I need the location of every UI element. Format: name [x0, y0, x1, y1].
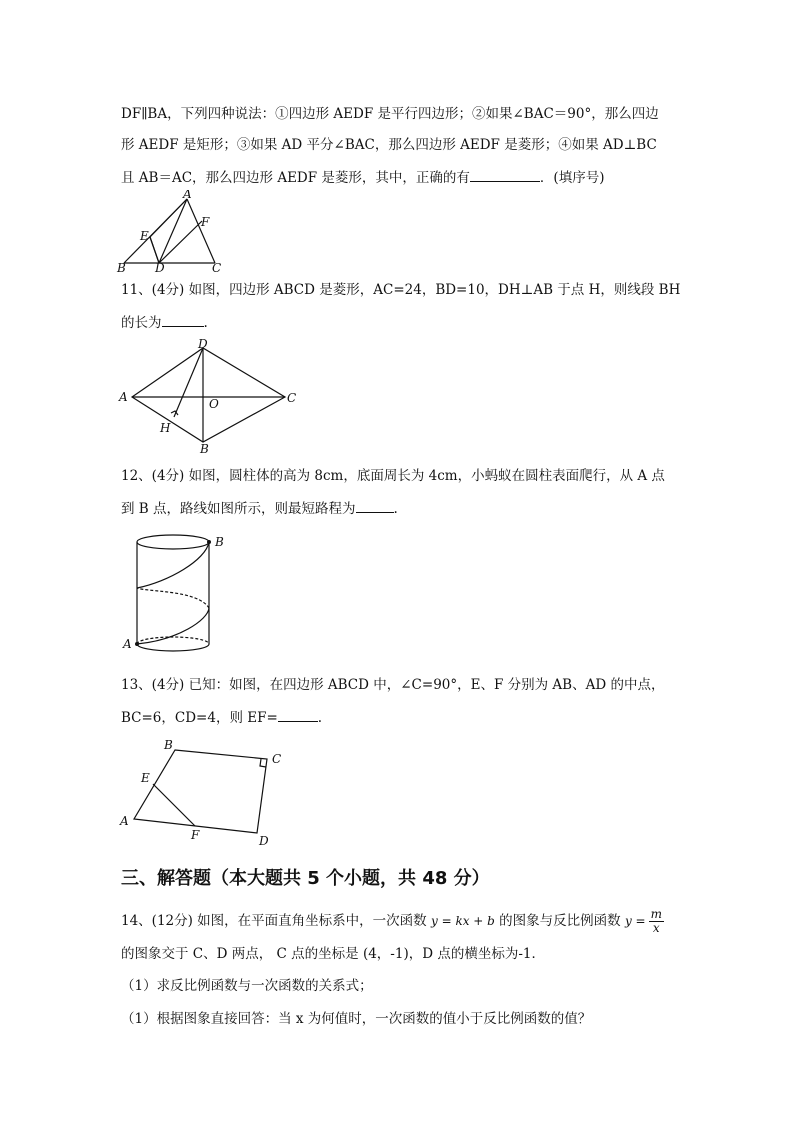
- q12-line2-end: .: [393, 501, 398, 517]
- q13-line2-end: .: [317, 710, 323, 726]
- q13-label-D: D: [259, 834, 269, 848]
- q14-sub1: （1）求反比例函数与一次函数的关系式；: [121, 978, 373, 994]
- q10-line2: 形 AEDF 是矩形；③如果 AD 平分∠BAC，那么四边形 AEDF 是菱形；④如果 AD⊥BC: [121, 137, 657, 153]
- q13-label-E: E: [141, 771, 150, 785]
- q11-label-O: O: [209, 397, 219, 411]
- q10-line3-text: 且 AB＝AC，那么四边形 AEDF 是菱形，其中，正确的有: [121, 170, 470, 186]
- q14-inverse-fraction: [649, 908, 664, 935]
- q12-line2: [121, 498, 398, 518]
- q11-label-A: A: [119, 390, 128, 404]
- q13-line2-text: BC=6，CD=4，则 EF=: [121, 710, 278, 726]
- q12-label-A: A: [123, 637, 132, 651]
- q11-answer-blank[interactable]: [162, 312, 204, 327]
- q10-line3-end: ．(填序号): [539, 170, 605, 186]
- q10-label-A: A: [183, 190, 192, 201]
- q14-line2: 的图象交于 C、D 两点， C 点的坐标是 (4，-1)，D 点的横坐标为-1．: [121, 946, 545, 962]
- q11-label-D: D: [198, 337, 208, 351]
- q10-label-E: E: [140, 229, 149, 243]
- q10-label-F: F: [201, 215, 210, 229]
- q13-line2: [121, 707, 322, 727]
- q10-figure: [112, 190, 232, 274]
- q10-line1: DF∥BA，下列四种说法：①四边形 AEDF 是平行四边形；②如果∠BAC＝90°，那么四边: [121, 106, 659, 122]
- q11-line2-text: 的长为: [121, 315, 162, 331]
- q13-answer-blank[interactable]: [278, 707, 318, 722]
- q10-label-C: C: [212, 261, 222, 274]
- q13-label-B: B: [164, 738, 173, 752]
- q14-sub2: （1）根据图象直接回答：当 x 为何值时，一次函数的值小于反比例函数的值？: [121, 1011, 592, 1027]
- q14-line1-text: 14、(12分) 如图，在平面直角坐标系中，一次函数: [121, 913, 427, 929]
- q13-label-A: A: [120, 814, 129, 828]
- q12-figure: [118, 530, 238, 656]
- q14-linear-formula: y = kx + b: [430, 914, 495, 928]
- q13-line1: 13、(4分) 已知：如图，在四边形 ABCD 中，∠C=90°，E、F 分别为 AB、AD 的中点，: [121, 677, 665, 693]
- q11-line2: [121, 312, 208, 332]
- q14-line1: [121, 908, 664, 935]
- q13-label-C: C: [272, 752, 282, 766]
- q11-line1: 11、(4分) 如图，四边形 ABCD 是菱形，AC=24，BD=10，DH⊥AB 于点 H，则线段 BH: [121, 282, 681, 298]
- q11-label-C: C: [287, 391, 297, 405]
- q12-label-B: B: [215, 535, 224, 549]
- section-heading: 三、解答题（本大题共 5 个小题，共 48 分）: [121, 868, 490, 889]
- q14-fraction-numerator: m: [650, 907, 662, 921]
- q11-label-H: H: [160, 421, 171, 435]
- q14-fraction-denominator: x: [652, 921, 660, 935]
- q12-line1: 12、(4分) 如图，圆柱体的高为 8cm，底面周长为 4cm，小蚂蚁在圆柱表面爬行，从 A 点: [121, 468, 665, 484]
- q12-answer-blank[interactable]: [356, 498, 394, 513]
- q11-label-B: B: [200, 442, 209, 456]
- q12-line2-text: 到 B 点，路线如图所示，则最短路程为: [121, 501, 356, 517]
- q13-label-F: F: [191, 828, 200, 842]
- q14-inverse-lhs: y =: [624, 914, 646, 928]
- q14-line1-mid: 的图象与反比例函数: [499, 913, 621, 929]
- q10-answer-blank[interactable]: [470, 167, 540, 182]
- q11-figure: [115, 336, 305, 456]
- q11-line2-end: .: [203, 315, 208, 331]
- q10-line3: [121, 167, 604, 187]
- q10-label-B: B: [117, 261, 126, 274]
- q10-label-D: D: [155, 261, 165, 274]
- q13-figure: [115, 735, 290, 850]
